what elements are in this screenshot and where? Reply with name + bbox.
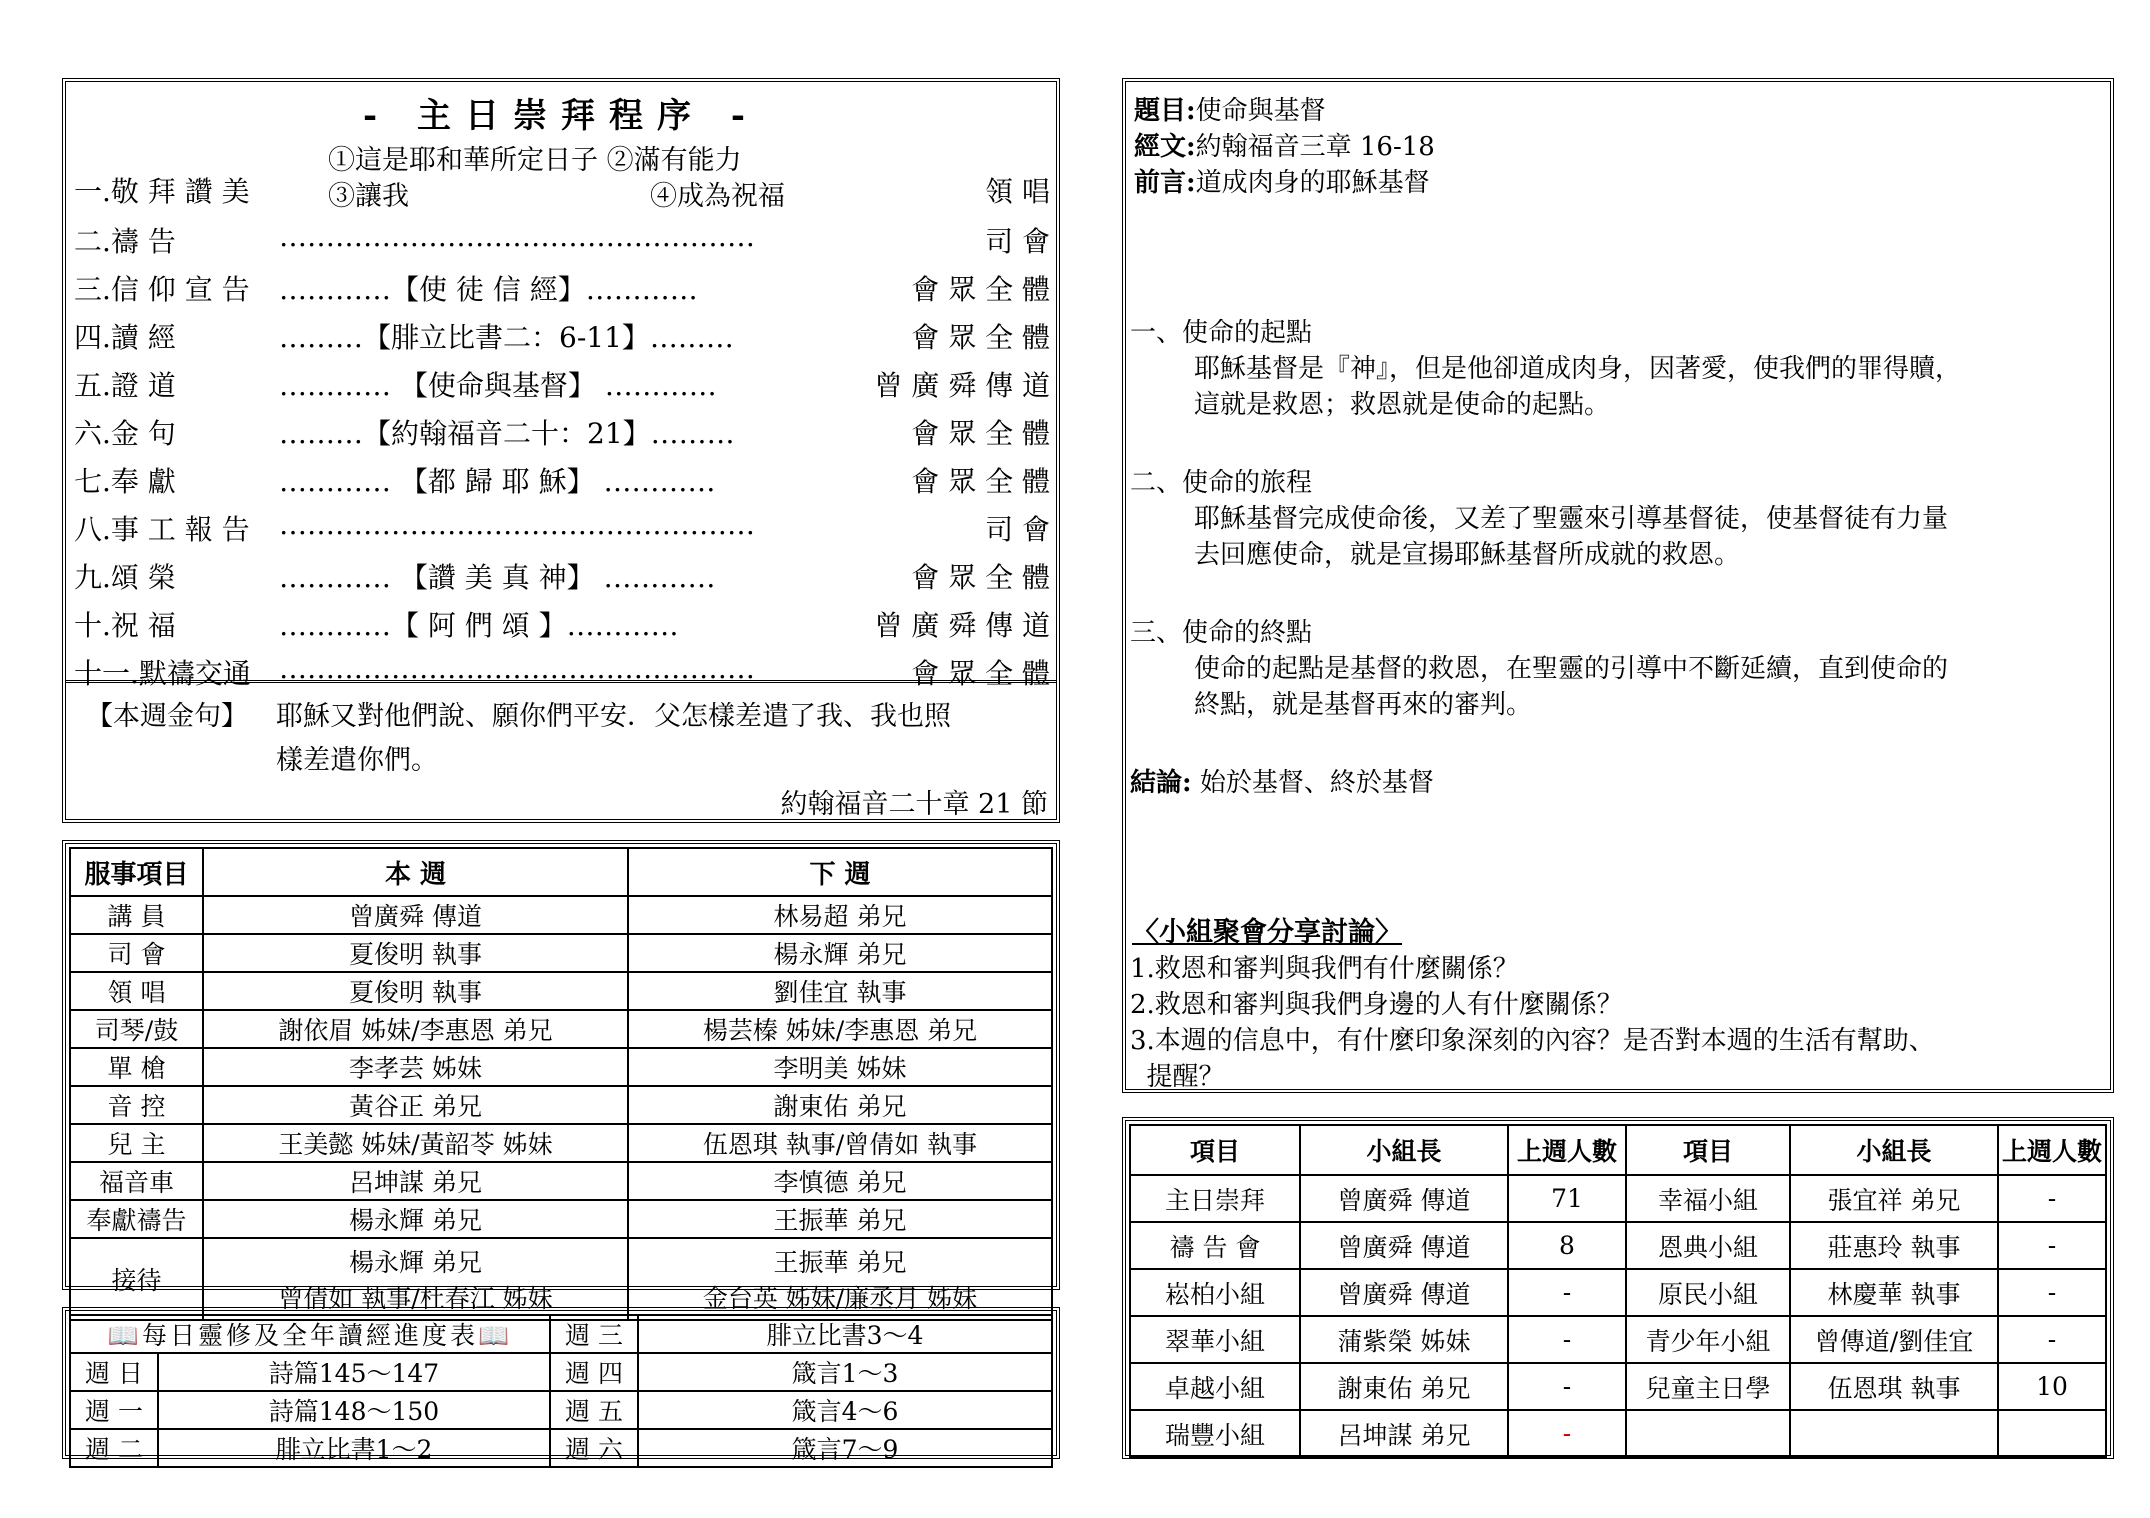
group-attendance: - bbox=[1998, 1175, 2106, 1222]
program-item-role: 曾 廣 舜 傳 道 bbox=[874, 609, 1050, 642]
groups-table-box bbox=[1122, 1117, 2114, 1459]
program-item bbox=[74, 504, 1050, 548]
service-row bbox=[70, 1010, 1052, 1048]
topic-label: 題目: bbox=[1134, 96, 1196, 126]
program-item-role: 會 眾 全 體 bbox=[911, 417, 1050, 450]
topic-text: 使命與基督 bbox=[1195, 96, 1326, 126]
group-leader: 林慶華 執事 bbox=[1790, 1269, 1998, 1316]
verse-line-2: 樣差遣你們。 bbox=[276, 745, 438, 776]
reading-plan-title: 📖每日靈修及全年讀經進度表📖 bbox=[70, 1315, 550, 1353]
group-row bbox=[1130, 1410, 2106, 1457]
program-item-label: 七.奉 獻 bbox=[74, 465, 176, 498]
reading-text: 箴言1～3 bbox=[638, 1353, 1052, 1391]
program-item bbox=[74, 216, 1050, 260]
group-attendance: 71 bbox=[1508, 1175, 1626, 1222]
service-item: 單 槍 bbox=[70, 1048, 203, 1086]
service-row bbox=[70, 934, 1052, 972]
intro-label: 前言: bbox=[1134, 168, 1196, 198]
next-week-server: 伍恩琪 執事/曾倩如 執事 bbox=[628, 1124, 1052, 1162]
program-item-detail: ………… 【使命與基督】 ………… bbox=[279, 369, 717, 402]
service-item: 領 唱 bbox=[70, 972, 203, 1010]
group-item bbox=[1626, 1410, 1790, 1457]
reading-text: 詩篇145～147 bbox=[158, 1353, 550, 1391]
header-next-week: 下 週 bbox=[628, 848, 1052, 896]
group-attendance: 8 bbox=[1508, 1222, 1626, 1269]
reading-plan-table bbox=[69, 1314, 1053, 1468]
reception-this-2: 曾倩如 執事/杜春江 姊妹 bbox=[278, 1284, 553, 1313]
next-week-server: 李慎德 弟兄 bbox=[628, 1162, 1052, 1200]
program-item-detail: …………【 阿 們 頌 】………… bbox=[279, 609, 679, 642]
program-item bbox=[74, 360, 1050, 404]
this-week-server: 王美懿 姊妹/黃韶苓 姊妹 bbox=[203, 1124, 628, 1162]
next-week-server: 王振華 弟兄 bbox=[628, 1200, 1052, 1238]
point-1-line-2: 這就是救恩；救恩就是使命的起點。 bbox=[1194, 390, 1611, 420]
point-1-line-1: 耶穌基督是『神』，但是他卻道成肉身，因著愛，使我們的罪得贖， bbox=[1194, 354, 1962, 384]
next-week-server: 楊芸榛 姊妹/李惠恩 弟兄 bbox=[628, 1010, 1052, 1048]
program-item-detail: ………【腓立比書二：6-11】……… bbox=[279, 321, 734, 354]
this-week-server: 曾廣舜 傳道 bbox=[203, 896, 628, 934]
this-week-server: 謝依眉 姊妹/李惠恩 弟兄 bbox=[203, 1010, 628, 1048]
group-item: 卓越小組 bbox=[1130, 1363, 1300, 1410]
scripture-text: 約翰福音三章 16-18 bbox=[1195, 132, 1435, 162]
program-item-label: 三.信 仰 宣 告 bbox=[74, 273, 250, 306]
group-item: 瑞豐小組 bbox=[1130, 1410, 1300, 1457]
reading-day: 週 四 bbox=[550, 1353, 638, 1391]
program-item-detail: ………… 【都 歸 耶 穌】 ………… bbox=[279, 465, 716, 498]
group-attendance: - bbox=[1508, 1363, 1626, 1410]
program-item-label: 一.敬 拜 讚 美 bbox=[74, 175, 250, 208]
group-leader: 莊惠玲 執事 bbox=[1790, 1222, 1998, 1269]
group-item: 崧柏小組 bbox=[1130, 1269, 1300, 1316]
group-item: 禱 告 會 bbox=[1130, 1222, 1300, 1269]
program-item bbox=[74, 600, 1050, 644]
groups-table bbox=[1129, 1124, 2107, 1458]
next-week-server: 謝東佑 弟兄 bbox=[628, 1086, 1052, 1124]
topic-line bbox=[1134, 90, 1326, 127]
point-2-heading: 二、使命的旅程 bbox=[1130, 468, 1313, 498]
reading-day: 週 三 bbox=[550, 1315, 638, 1353]
reading-day: 週 日 bbox=[70, 1353, 158, 1391]
point-1-heading: 一、使命的起點 bbox=[1130, 318, 1313, 348]
service-row bbox=[70, 1086, 1052, 1124]
conclusion-text: 始於基督、終於基督 bbox=[1199, 768, 1434, 798]
reading-plan-box bbox=[62, 1307, 1060, 1464]
groups-header: 上週人數 bbox=[1508, 1125, 1626, 1175]
service-item: 福音車 bbox=[70, 1162, 203, 1200]
program-item-label: 九.頌 榮 bbox=[74, 561, 176, 594]
reading-day: 週 一 bbox=[70, 1391, 158, 1429]
groups-header: 上週人數 bbox=[1998, 1125, 2106, 1175]
program-item-role: 曾 廣 舜 傳 道 bbox=[874, 369, 1050, 402]
header-this-week: 本 週 bbox=[203, 848, 628, 896]
group-attendance: - bbox=[1998, 1222, 2106, 1269]
program-item-label: 二.禱 告 bbox=[74, 225, 176, 258]
verse-reference: 約翰福音二十章 21 節 bbox=[780, 789, 1048, 820]
group-attendance: - bbox=[1508, 1410, 1626, 1457]
worship-program-box bbox=[62, 78, 1060, 823]
reading-text: 腓立比書1～2 bbox=[158, 1429, 550, 1467]
group-leader: 曾廣舜 傳道 bbox=[1300, 1222, 1508, 1269]
next-week-server: 楊永輝 弟兄 bbox=[628, 934, 1052, 972]
service-row bbox=[70, 972, 1052, 1010]
groups-header: 小組長 bbox=[1790, 1125, 1998, 1175]
program-item bbox=[74, 264, 1050, 308]
reading-day: 週 六 bbox=[550, 1429, 638, 1467]
this-week-server: 黃谷正 弟兄 bbox=[203, 1086, 628, 1124]
hymn-line-1: ①這是耶和華所定日子 ②滿有能力 bbox=[328, 145, 742, 176]
point-3-heading: 三、使命的終點 bbox=[1130, 618, 1313, 648]
program-item-role: 會 眾 全 體 bbox=[911, 561, 1050, 594]
hymn-line-2: ③讓我 bbox=[328, 181, 409, 212]
discussion-title: 〈小組聚會分享討論〉 bbox=[1132, 917, 1402, 948]
hymn-line-3: ④成為祝福 bbox=[650, 181, 785, 212]
reading-day: 週 二 bbox=[70, 1429, 158, 1467]
reception-next-1: 王振華 弟兄 bbox=[773, 1248, 907, 1277]
program-item bbox=[74, 456, 1050, 500]
this-week-server: 李孝芸 姊妹 bbox=[203, 1048, 628, 1086]
reading-text: 箴言7～9 bbox=[638, 1429, 1052, 1467]
conclusion-label: 結論: bbox=[1130, 768, 1192, 798]
program-item bbox=[74, 648, 1050, 692]
point-2-line-2: 去回應使命，就是宣揚耶穌基督所成就的救恩。 bbox=[1194, 540, 1741, 570]
this-week-server: 夏俊明 執事 bbox=[203, 972, 628, 1010]
program-item-role: 會 眾 全 體 bbox=[911, 465, 1050, 498]
groups-header: 項目 bbox=[1626, 1125, 1790, 1175]
conclusion-line bbox=[1130, 762, 1434, 799]
service-row bbox=[70, 1124, 1052, 1162]
service-row bbox=[70, 1048, 1052, 1086]
group-leader: 張宜祥 弟兄 bbox=[1790, 1175, 1998, 1222]
group-attendance: 10 bbox=[1998, 1363, 2106, 1410]
program-item-label: 五.證 道 bbox=[74, 369, 176, 402]
this-week-server: 呂坤謀 弟兄 bbox=[203, 1162, 628, 1200]
reception-this-1: 楊永輝 弟兄 bbox=[349, 1248, 482, 1277]
verse-label: 【本週金句】 bbox=[86, 701, 248, 732]
program-item-detail: …………………………………………… bbox=[279, 652, 755, 685]
service-row bbox=[70, 1200, 1052, 1238]
group-leader: 蒲紫榮 姊妹 bbox=[1300, 1316, 1508, 1363]
service-item: 兒 主 bbox=[70, 1124, 203, 1162]
service-table bbox=[69, 847, 1053, 1321]
reading-text: 箴言4～6 bbox=[638, 1391, 1052, 1429]
group-attendance: - bbox=[1508, 1269, 1626, 1316]
groups-header: 小組長 bbox=[1300, 1125, 1508, 1175]
intro-text: 道成肉身的耶穌基督 bbox=[1195, 168, 1430, 198]
program-item-role: 司 會 bbox=[985, 513, 1050, 546]
point-2-line-1: 耶穌基督完成使命後，又差了聖靈來引導基督徒，使基督徒有力量 bbox=[1194, 504, 1949, 534]
program-item bbox=[74, 312, 1050, 356]
group-row bbox=[1130, 1222, 2106, 1269]
group-leader: 曾廣舜 傳道 bbox=[1300, 1269, 1508, 1316]
service-table-box bbox=[62, 840, 1060, 1313]
program-item-detail: …………【使 徒 信 經】………… bbox=[279, 273, 698, 306]
program-item-label: 十一.默禱交通 bbox=[74, 657, 251, 690]
question-3-cont: 提醒？ bbox=[1130, 1062, 1225, 1092]
service-item: 司 會 bbox=[70, 934, 203, 972]
program-item-label: 十.祝 福 bbox=[74, 609, 176, 642]
question-3: 3.本週的信息中，有什麼印象深刻的內容？是否對本週的生活有幫助、 bbox=[1130, 1026, 1935, 1056]
question-2: 2.救恩和審判與我們身邊的人有什麼關係？ bbox=[1130, 990, 1623, 1020]
reading-text: 詩篇148～150 bbox=[158, 1391, 550, 1429]
group-row bbox=[1130, 1175, 2106, 1222]
this-week-server: 楊永輝 弟兄 bbox=[203, 1200, 628, 1238]
group-attendance: - bbox=[1998, 1269, 2106, 1316]
program-item-detail: …………………………………………… bbox=[279, 508, 755, 541]
next-week-server: 李明美 姊妹 bbox=[628, 1048, 1052, 1086]
program-item-role: 會 眾 全 體 bbox=[911, 657, 1050, 690]
groups-header: 項目 bbox=[1130, 1125, 1300, 1175]
group-item: 主日崇拜 bbox=[1130, 1175, 1300, 1222]
service-item: 講 員 bbox=[70, 896, 203, 934]
program-title: - 主日崇拜程序 - bbox=[363, 96, 759, 136]
group-item: 青少年小組 bbox=[1626, 1316, 1790, 1363]
this-week-server: 夏俊明 執事 bbox=[203, 934, 628, 972]
group-leader: 曾傳道/劉佳宜 bbox=[1790, 1316, 1998, 1363]
group-item: 恩典小組 bbox=[1626, 1222, 1790, 1269]
service-row bbox=[70, 1162, 1052, 1200]
program-item-detail: ………… 【讚 美 真 神】 ………… bbox=[279, 561, 716, 594]
program-item-role: 領 唱 bbox=[985, 175, 1050, 208]
group-leader: 曾廣舜 傳道 bbox=[1300, 1175, 1508, 1222]
divider bbox=[66, 680, 1056, 683]
program-item-label: 四.讀 經 bbox=[74, 321, 176, 354]
program-item-role: 會 眾 全 體 bbox=[911, 321, 1050, 354]
program-item-detail: ………【約翰福音二十：21】……… bbox=[279, 417, 735, 450]
service-item: 司琴/鼓 bbox=[70, 1010, 203, 1048]
group-item: 兒童主日學 bbox=[1626, 1363, 1790, 1410]
program-item-label: 六.金 句 bbox=[74, 417, 176, 450]
group-row bbox=[1130, 1269, 2106, 1316]
group-attendance: - bbox=[1998, 1316, 2106, 1363]
scripture-line bbox=[1134, 126, 1435, 163]
reading-day: 週 五 bbox=[550, 1391, 638, 1429]
point-3-line-2: 終點，就是基督再來的審判。 bbox=[1194, 690, 1533, 720]
group-item: 原民小組 bbox=[1626, 1269, 1790, 1316]
sermon-box bbox=[1122, 78, 2114, 1093]
service-item: 音 控 bbox=[70, 1086, 203, 1124]
group-row bbox=[1130, 1363, 2106, 1410]
next-week-server: 林易超 弟兄 bbox=[628, 896, 1052, 934]
service-item: 奉獻禱告 bbox=[70, 1200, 203, 1238]
reception-next-2: 金台英 姊妹/廉丞月 姊妹 bbox=[702, 1284, 978, 1313]
program-item-role: 司 會 bbox=[985, 225, 1050, 258]
group-item: 幸福小組 bbox=[1626, 1175, 1790, 1222]
program-item-role: 會 眾 全 體 bbox=[911, 273, 1050, 306]
group-leader: 謝東佑 弟兄 bbox=[1300, 1363, 1508, 1410]
group-attendance: - bbox=[1508, 1316, 1626, 1363]
group-leader: 伍恩琪 執事 bbox=[1790, 1363, 1998, 1410]
scripture-label: 經文: bbox=[1134, 132, 1196, 162]
program-item-detail: …………………………………………… bbox=[279, 220, 755, 253]
program-item bbox=[74, 552, 1050, 596]
program-item bbox=[74, 408, 1050, 452]
header-service-item: 服事項目 bbox=[70, 848, 203, 896]
group-attendance bbox=[1998, 1410, 2106, 1457]
reading-text: 腓立比書3～4 bbox=[638, 1315, 1052, 1353]
program-item-label: 八.事 工 報 告 bbox=[74, 513, 250, 546]
group-row bbox=[1130, 1316, 2106, 1363]
group-item: 翠華小組 bbox=[1130, 1316, 1300, 1363]
group-leader: 呂坤謀 弟兄 bbox=[1300, 1410, 1508, 1457]
service-item: 接待 bbox=[70, 1238, 203, 1320]
point-3-line-1: 使命的起點是基督的救恩，在聖靈的引導中不斷延續，直到使命的 bbox=[1194, 654, 1949, 684]
intro-line bbox=[1134, 162, 1430, 199]
verse-line-1: 耶穌又對他們說、願你們平安．父怎樣差遣了我、我也照 bbox=[276, 701, 951, 732]
next-week-server: 劉佳宜 執事 bbox=[628, 972, 1052, 1010]
program-item bbox=[74, 166, 1050, 210]
service-row bbox=[70, 896, 1052, 934]
group-leader bbox=[1790, 1410, 1998, 1457]
question-1: 1.救恩和審判與我們有什麼關係？ bbox=[1130, 954, 1519, 984]
